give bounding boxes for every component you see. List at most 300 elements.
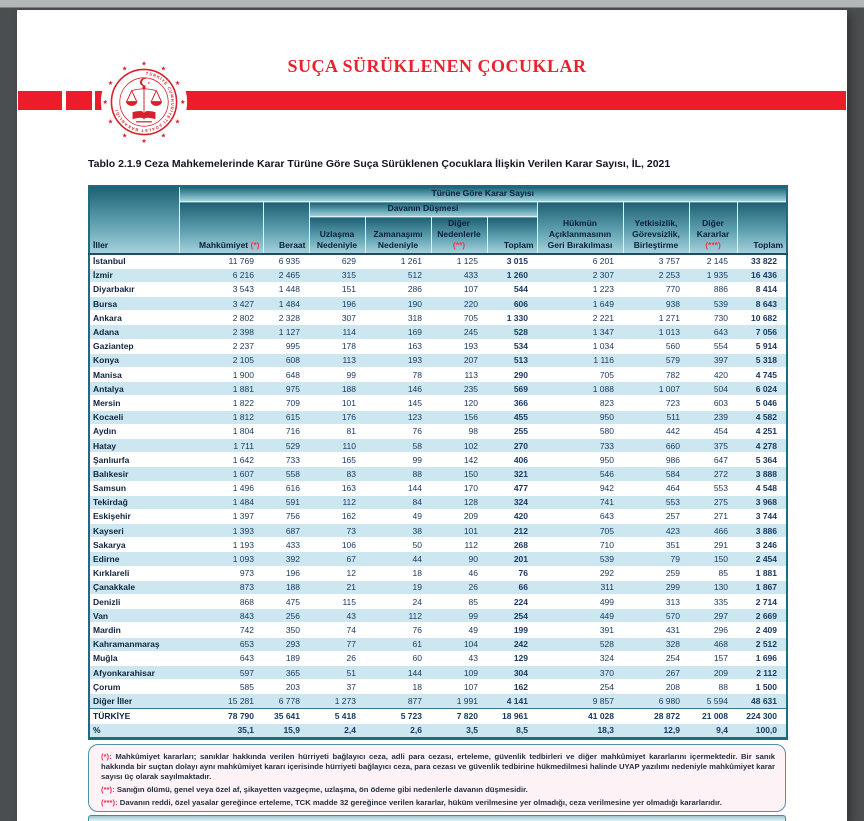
table-cell: 129: [513, 653, 528, 664]
table-cell: 3 427: [232, 298, 254, 309]
table-cell: 1 261: [400, 256, 422, 267]
table-cell: 49: [468, 624, 478, 635]
group-header-decision-type: Türüne Göre Karar Sayısı: [179, 186, 787, 202]
table-cell: 1 127: [278, 327, 300, 338]
table-cell: 5 046: [755, 397, 778, 408]
table-cell: 156: [463, 412, 478, 423]
table-cell: 756: [285, 511, 300, 522]
row-label: Diyarbakır: [93, 284, 135, 295]
table-cell: 528: [513, 327, 528, 338]
table-cell: 78 790: [228, 710, 254, 721]
table-cell: 113: [342, 355, 356, 366]
table-cell: 18 961: [502, 710, 528, 721]
table-cell: 267: [665, 667, 680, 678]
table-cell: 189: [285, 653, 300, 664]
table-cell: 1 867: [755, 582, 778, 593]
table-cell: 420: [513, 511, 528, 522]
table-cell: 188: [285, 582, 300, 593]
table-cell: 3 744: [755, 511, 778, 522]
table-cell: 643: [239, 653, 254, 664]
row-label: Gaziantep: [93, 341, 134, 352]
table-cell: 2 307: [592, 270, 614, 281]
table-cell: 24: [412, 596, 422, 607]
table-cell: 2 328: [278, 312, 300, 323]
table-cell: 868: [239, 596, 254, 607]
row-label: Kocaeli: [93, 412, 124, 423]
table-cell: 733: [599, 440, 614, 451]
row-label: İzmir: [93, 270, 113, 281]
asterisk-marker: (**): [452, 240, 466, 250]
table-row: [89, 353, 787, 367]
table-cell: 19: [412, 582, 422, 593]
table-cell: 120: [463, 397, 478, 408]
table-cell: 242: [513, 639, 528, 650]
row-label: Ankara: [93, 312, 122, 323]
column-header-yetkisizlik: Yetkisizlik, Görevsizlik, Birleştirme: [623, 202, 689, 255]
table-cell: 106: [341, 539, 356, 550]
table-cell: 1 607: [232, 468, 254, 479]
table-cell: 1 116: [593, 355, 614, 366]
footnote-text: Mahkûmiyet kararları; sanıklar hakkında verilen hürriyeti bağlayıcı ceza, adli para cezası, erteleme, güvenlik tedbirleri ve diğer mahkûmiyet kararlarını içermektedir. Bir sanık hakkında bir suçtan dolayı aynı mahkûmiyet kararı içerisinde hürriyeti bağlayıcı ceza, para cezası ve güvenlik tedbirine hükmedilmesi halinde UYAP yazılımı nedeniyle mahkûmiyet karar sayısı üç olarak sayılmaktadır.: [101, 752, 775, 781]
table-cell: 199: [513, 624, 528, 635]
table-cell: 603: [713, 397, 728, 408]
table-cell: 112: [342, 497, 356, 508]
footnote: [101, 785, 775, 795]
table-cell: 1 330: [506, 312, 528, 323]
row-label: Şanlıurfa: [93, 454, 130, 465]
svg-text:★: ★: [121, 65, 128, 73]
footnote: [101, 798, 775, 808]
row-label: Çorum: [93, 681, 121, 692]
svg-text:★: ★: [107, 79, 114, 87]
row-label: Denizli: [93, 596, 121, 607]
table-cell: 365: [285, 667, 300, 678]
table-cell: 528: [599, 639, 614, 650]
table-cell: 9,4: [716, 725, 728, 735]
table-cell: 877: [407, 695, 422, 706]
table-cell: 60: [412, 653, 422, 664]
table-cell: 1 034: [592, 341, 614, 352]
table-cell: 335: [713, 596, 728, 607]
row-label: %: [93, 725, 101, 735]
table-cell: 268: [513, 539, 528, 550]
table-cell: 569: [513, 383, 528, 394]
table-cell: 5 318: [755, 355, 778, 366]
table-cell: 350: [285, 624, 300, 635]
table-cell: 2 669: [755, 610, 778, 621]
table-cell: 193: [407, 355, 422, 366]
table-cell: 2 398: [232, 327, 254, 338]
table-cell: 4 548: [755, 483, 778, 494]
page-title: SUÇA SÜRÜKLENEN ÇOCUKLAR: [287, 56, 587, 76]
table-cell: 5 594: [706, 695, 728, 706]
svg-text:★: ★: [141, 137, 147, 145]
table-cell: 85: [718, 568, 728, 579]
table-cell: 18: [412, 568, 422, 579]
table-cell: 950: [599, 454, 614, 465]
table-cell: 77: [346, 639, 356, 650]
table-cell: 643: [599, 511, 614, 522]
table-cell: 239: [713, 412, 728, 423]
table-cell: 293: [285, 639, 300, 650]
table-cell: 705: [599, 369, 614, 380]
table-cell: 4 745: [755, 369, 778, 380]
table-cell: 1 991: [456, 695, 478, 706]
table-cell: 162: [341, 511, 356, 522]
table-cell: 709: [285, 397, 300, 408]
table-row: [89, 524, 787, 538]
report-page: [17, 10, 847, 821]
table-cell: 3,5: [466, 725, 478, 735]
table-cell: 1 496: [232, 483, 254, 494]
table-cell: 76: [412, 426, 422, 437]
svg-text:★: ★: [160, 132, 167, 140]
table-cell: 28 872: [654, 710, 680, 721]
table-cell: 12: [346, 568, 356, 579]
table-row: [89, 566, 787, 580]
table-cell: 1 273: [334, 695, 356, 706]
table-row: [89, 609, 787, 623]
table-cell: 1 013: [658, 327, 680, 338]
table-cell: 110: [342, 440, 356, 451]
window-top-strip: [0, 0, 864, 8]
table-cell: 2,4: [344, 725, 356, 735]
table-row: [89, 665, 787, 679]
table-cell: 151: [341, 284, 356, 295]
table-cell: 653: [239, 639, 254, 650]
table-cell: 2 221: [592, 312, 614, 323]
column-header-diger-kararlar: Diğer Kararlar (***): [689, 202, 737, 255]
table-cell: 8 643: [755, 298, 778, 309]
column-header-hukmun: Hükmün Açıklanmasının Geri Bırakılması: [537, 202, 623, 255]
table-cell: 2 802: [232, 312, 254, 323]
row-label: Adana: [93, 327, 119, 338]
svg-text:★: ★: [107, 118, 114, 126]
table-cell: 299: [665, 582, 680, 593]
table-cell: 163: [407, 341, 422, 352]
table-cell: 973: [239, 568, 254, 579]
table-cell: 297: [713, 610, 728, 621]
table-cell: 311: [600, 582, 614, 593]
asterisk-marker: (***): [705, 240, 721, 250]
table-cell: 41 028: [588, 710, 614, 721]
table-cell: 585: [239, 681, 254, 692]
table-row: [89, 509, 787, 523]
table-cell: 442: [665, 426, 680, 437]
table-cell: 259: [665, 568, 680, 579]
table-row: [89, 467, 787, 481]
table-cell: 3 543: [232, 284, 254, 295]
table-cell: 553: [665, 497, 680, 508]
svg-text:★: ★: [179, 99, 186, 107]
row-label: Kırklareli: [93, 568, 130, 579]
table-cell: 1 881: [232, 383, 254, 394]
table-cell: 18,3: [597, 725, 614, 735]
table-cell: 76: [412, 624, 422, 635]
row-label: Hatay: [93, 440, 117, 451]
table-row: [89, 254, 787, 268]
table-cell: 710: [599, 539, 614, 550]
table-cell: 1 812: [232, 412, 254, 423]
table-cell: 35,1: [237, 725, 254, 735]
table-cell: 2,6: [410, 725, 422, 735]
table-cell: 324: [513, 497, 528, 508]
table-cell: 512: [407, 270, 422, 281]
table-cell: 12,9: [663, 725, 680, 735]
table-cell: 271: [713, 511, 728, 522]
table-cell: 257: [665, 511, 680, 522]
table-cell: 420: [713, 369, 728, 380]
table-row: [89, 368, 787, 382]
table-cell: 3 886: [755, 525, 778, 536]
table-cell: 272: [713, 468, 728, 479]
row-label: Konya: [93, 355, 119, 366]
table-cell: 142: [463, 454, 478, 465]
table-cell: 207: [463, 355, 478, 366]
table-cell: 145: [407, 397, 422, 408]
table-cell: 366: [513, 397, 528, 408]
row-label: Kahramanmaraş: [93, 639, 160, 650]
table-cell: 3 968: [755, 497, 778, 508]
table-body: [89, 254, 787, 738]
table-cell: 101: [341, 397, 356, 408]
table-cell: 254: [513, 610, 528, 621]
table-cell: 107: [463, 284, 478, 295]
table-cell: 163: [341, 483, 356, 494]
table-cell: 606: [513, 298, 528, 309]
table-cell: 254: [665, 653, 680, 664]
table-cell: 529: [285, 440, 300, 451]
table-cell: 477: [513, 483, 528, 494]
table-cell: 176: [341, 412, 356, 423]
row-label: Aydın: [93, 426, 117, 437]
table-cell: 4 582: [755, 412, 778, 423]
svg-text:★: ★: [174, 118, 181, 126]
table-cell: 9 857: [592, 695, 614, 706]
table-row: [89, 282, 787, 296]
table-cell: 292: [599, 568, 614, 579]
table-cell: 315: [341, 270, 356, 281]
table-cell: 4 251: [755, 426, 778, 437]
emblem-ring-text: TÜRKİYE CUMHURİYETİ ADALET BAKANLIĞI: [113, 70, 176, 134]
table-cell: 196: [341, 298, 356, 309]
table-cell: 201: [513, 554, 528, 565]
column-header-uzlasma: Uzlaşma Nedeniyle: [309, 217, 365, 255]
table-cell: 256: [285, 610, 300, 621]
row-label: Tekirdağ: [93, 497, 128, 508]
table-cell: 165: [341, 454, 356, 465]
column-header-diger-nedenlerle: Diğer Nedenlerle (**): [431, 217, 487, 255]
table-cell: 570: [665, 610, 680, 621]
table-cell: 270: [513, 440, 528, 451]
row-label: Sakarya: [93, 539, 126, 550]
svg-text:★: ★: [102, 99, 109, 107]
table-cell: 475: [285, 596, 300, 607]
table-cell: 392: [285, 554, 300, 565]
table-cell: 157: [713, 653, 728, 664]
table-cell: 144: [407, 667, 422, 678]
table-cell: 873: [239, 582, 254, 593]
footnote: [101, 752, 775, 782]
table-cell: 44: [412, 554, 422, 565]
table-cell: 196: [285, 568, 300, 579]
table-cell: 629: [341, 256, 356, 267]
footnote-text: Sanığın ölümü, genel veya özel af, şikayetten vazgeçme, uzlaşma, ön ödeme gibi nedenlerle davanın düşmesidir.: [116, 785, 528, 794]
table-cell: 35 641: [274, 710, 300, 721]
table-cell: 99: [468, 610, 478, 621]
table-cell: 455: [513, 412, 528, 423]
table-cell: 1 125: [456, 256, 478, 267]
table-cell: 150: [713, 554, 728, 565]
table-cell: 100,0: [755, 725, 778, 735]
table-cell: 324: [599, 653, 614, 664]
table-cell: 1 711: [233, 440, 254, 451]
group-header-davanin-dusmesi: Davanın Düşmesi: [309, 202, 537, 217]
table-cell: 18: [412, 681, 422, 692]
table-cell: 4 141: [506, 695, 528, 706]
table-row: [89, 382, 787, 396]
table-cell: 188: [341, 383, 356, 394]
table-cell: 84: [412, 497, 422, 508]
table-cell: 38: [412, 525, 422, 536]
table-cell: 16 436: [751, 270, 778, 281]
table-cell: 554: [713, 341, 728, 352]
table-cell: 74: [346, 624, 356, 635]
table-cell: 6 024: [755, 383, 778, 394]
row-label: Manisa: [93, 369, 122, 380]
table-cell: 85: [468, 596, 478, 607]
table-cell: 21: [346, 582, 356, 593]
table-row: [89, 580, 787, 594]
table-cell: 742: [239, 624, 254, 635]
table-cell: 1 347: [592, 327, 614, 338]
next-section-top-edge: [88, 815, 786, 821]
table-cell: 597: [239, 667, 254, 678]
table-cell: 113: [464, 369, 478, 380]
column-header-mahkumiyet: Mahkûmiyet (*): [179, 202, 263, 255]
table-cell: 616: [285, 483, 300, 494]
table-row: [89, 637, 787, 651]
table-cell: 539: [599, 554, 614, 565]
table-cell: 49: [412, 511, 422, 522]
table-cell: 88: [412, 468, 422, 479]
table-cell: 687: [285, 525, 300, 536]
table-cell: 123: [407, 412, 422, 423]
table-cell: 209: [713, 667, 728, 678]
table-cell: 1 900: [232, 369, 254, 380]
table-cell: 1 088: [592, 383, 614, 394]
table-cell: 1 271: [658, 312, 680, 323]
table-cell: 90: [468, 554, 478, 565]
table-row: [89, 297, 787, 311]
footnotes-box: [88, 744, 786, 812]
table-cell: 1 223: [592, 284, 614, 295]
table-cell: 83: [346, 468, 356, 479]
table-cell: 433: [285, 539, 300, 550]
table-cell: 291: [713, 539, 728, 550]
table-cell: 43: [468, 653, 478, 664]
table-cell: 67: [346, 554, 356, 565]
table-row: [89, 424, 787, 438]
table-cell: 208: [665, 681, 680, 692]
row-label: Afyonkarahisar: [93, 667, 155, 678]
table-cell: 5 418: [334, 710, 356, 721]
table-cell: 647: [713, 454, 728, 465]
table-cell: 328: [665, 639, 680, 650]
table-cell: 391: [599, 624, 614, 635]
table-cell: 26: [468, 582, 478, 593]
table-cell: 99: [412, 454, 422, 465]
table-row: [89, 339, 787, 353]
table-row: [89, 495, 787, 509]
table-cell: 101: [463, 525, 478, 536]
table-cell: 2 714: [755, 596, 778, 607]
table-cell: 584: [665, 468, 680, 479]
decisions-table-container: [88, 185, 786, 740]
table-cell: 76: [518, 568, 528, 579]
table-cell: 423: [665, 525, 680, 536]
table-cell: 553: [713, 483, 728, 494]
table-cell: 511: [666, 412, 680, 423]
table-cell: 235: [463, 383, 478, 394]
table-cell: 513: [513, 355, 528, 366]
table-cell: 10 682: [751, 312, 778, 323]
table-cell: 107: [463, 681, 478, 692]
table-row: [89, 438, 787, 452]
banner-segment: [18, 91, 62, 110]
table-row: [89, 396, 787, 410]
table-cell: 986: [665, 454, 680, 465]
table-cell: 43: [346, 610, 356, 621]
table-header: [89, 186, 787, 254]
table-cell: 950: [599, 412, 614, 423]
table-cell: 5 914: [755, 341, 778, 352]
table-title: Tablo 2.1.9 Ceza Mahkemelerinde Karar Türüne Göre Suça Sürüklenen Çocuklara İlişkin Verilen Karar Sayısı, İL, 2021: [88, 158, 671, 170]
table-cell: 290: [513, 369, 528, 380]
table-cell: 109: [463, 667, 478, 678]
table-cell: 2 112: [756, 667, 778, 678]
svg-text:★: ★: [147, 80, 151, 85]
table-cell: 580: [599, 426, 614, 437]
table-cell: 313: [665, 596, 680, 607]
table-row: [89, 268, 787, 282]
table-cell: 733: [285, 454, 300, 465]
table-row: [89, 595, 787, 609]
table-cell: 558: [285, 468, 300, 479]
table-cell: 102: [463, 440, 478, 451]
table-cell: 560: [665, 341, 680, 352]
table-cell: 73: [346, 525, 356, 536]
table-cell: 304: [513, 667, 528, 678]
table-cell: 995: [285, 341, 300, 352]
table-cell: 468: [713, 639, 728, 650]
table-cell: 5 364: [755, 454, 778, 465]
table-cell: 78: [412, 369, 422, 380]
table-cell: 307: [341, 312, 356, 323]
table-cell: 370: [599, 667, 614, 678]
svg-text:★: ★: [141, 60, 147, 68]
svg-text:★: ★: [160, 65, 167, 73]
table-cell: 58: [412, 440, 422, 451]
table-cell: 255: [513, 426, 528, 437]
table-cell: 190: [407, 298, 422, 309]
table-cell: 128: [463, 497, 478, 508]
table-cell: 150: [463, 468, 478, 479]
table-cell: 464: [665, 483, 680, 494]
table-cell: 2 512: [755, 639, 778, 650]
table-cell: 534: [513, 341, 528, 352]
table-cell: 431: [665, 624, 680, 635]
